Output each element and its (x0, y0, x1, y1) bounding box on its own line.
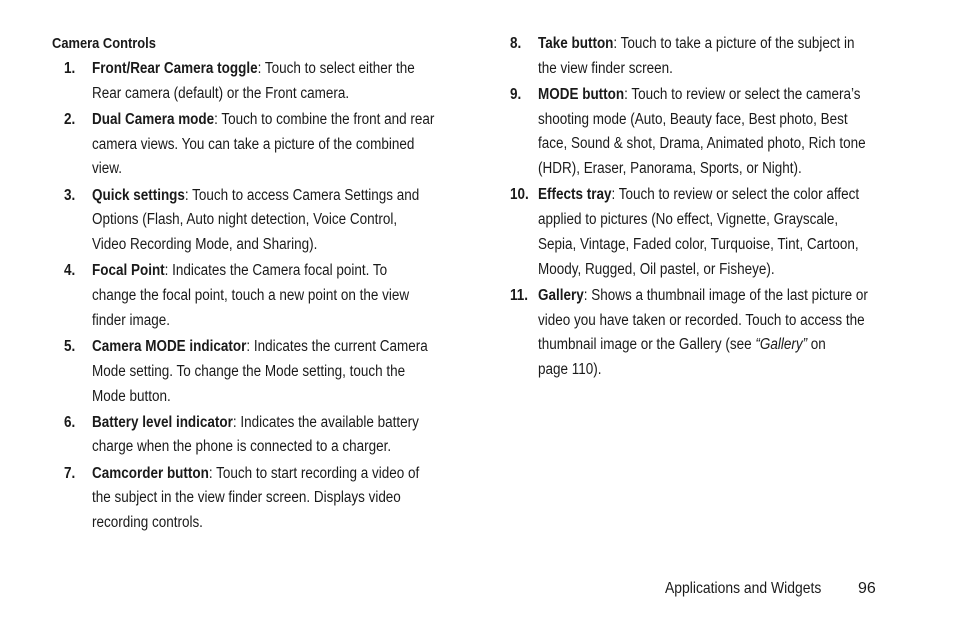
item-term: Effects tray (538, 186, 612, 204)
text-line-inner (92, 435, 391, 460)
item-description: Rear camera (default) or the Front camera. (92, 84, 350, 102)
text-line-inner (92, 360, 405, 385)
item-text (92, 184, 468, 258)
text-line (538, 258, 907, 283)
text-line-inner (538, 333, 826, 358)
text-line (538, 157, 915, 182)
item-description: finder image. (92, 311, 170, 329)
text-line-inner (92, 157, 122, 182)
item-text (538, 83, 915, 182)
item-description: thumbnail image or the Gallery (see (538, 336, 756, 354)
item-description: change the focal point, touch a new point on the view (92, 287, 410, 305)
item-description: Moody, Rugged, Oil pastel, or Fisheye). (538, 260, 775, 278)
item-text (538, 284, 917, 383)
text-line-inner (538, 183, 859, 208)
text-line-inner (538, 258, 775, 283)
item-description: : Shows a thumbnail image of the last picture or (583, 286, 868, 304)
item-description: on (807, 336, 826, 354)
item-text (92, 57, 463, 107)
item-description: : Touch to take a picture of the subject in (613, 35, 855, 52)
text-line (92, 486, 468, 511)
text-line (538, 233, 907, 258)
text-line (92, 108, 485, 133)
text-line-inner (538, 83, 860, 108)
item-description: recording controls. (92, 514, 203, 532)
item-description: video you have taken or recorded. Touch to access the (538, 311, 865, 329)
text-line-inner (92, 82, 349, 107)
text-line (92, 184, 468, 209)
page-footer (665, 580, 876, 598)
item-term: Camera MODE indicator (92, 338, 247, 355)
text-line-inner (92, 462, 419, 487)
item-text (92, 335, 478, 409)
item-term: Camcorder button (92, 464, 209, 482)
item-description: shooting mode (Auto, Beauty face, Best photo, Best (538, 110, 848, 128)
item-term: Quick settings (92, 186, 185, 204)
text-line-inner (92, 184, 419, 209)
item-description: : Touch to review or select the camera’s (624, 85, 861, 103)
item-description: (HDR), Eraser, Panorama, Sports, or Night). (538, 160, 802, 178)
item-description: Options (Flash, Auto night detection, Voice Control, (92, 211, 398, 229)
item-description: : Touch to select either the (257, 60, 415, 77)
text-line-inner (538, 32, 855, 57)
text-line-inner (92, 411, 419, 436)
text-line-inner (92, 259, 387, 284)
item-number: 6. (64, 413, 76, 431)
text-line-inner (538, 233, 859, 258)
text-line (538, 132, 915, 157)
text-line (538, 358, 917, 383)
text-line-inner (92, 511, 203, 536)
text-line-inner (92, 208, 397, 233)
text-line-inner (92, 335, 428, 360)
item-number: 4. (64, 262, 76, 280)
item-text (92, 462, 468, 536)
text-line (92, 435, 468, 460)
text-line (92, 259, 457, 284)
text-line (92, 385, 478, 410)
item-number: 2. (64, 110, 76, 128)
text-line-inner (92, 284, 409, 309)
item-number: 1. (64, 60, 76, 77)
text-line-inner (538, 157, 802, 182)
text-line (538, 309, 917, 334)
item-number: 5. (64, 338, 76, 355)
item-description: : Touch to combine the front and rear (214, 110, 435, 128)
item-description: : Indicates the current Camera (246, 338, 428, 355)
text-line (538, 57, 902, 82)
item-term: Gallery (538, 286, 584, 304)
text-line (538, 284, 917, 309)
item-number: 9. (510, 85, 522, 103)
text-line-inner (92, 233, 317, 258)
text-line (92, 335, 478, 360)
text-line-inner (538, 57, 673, 82)
item-term: MODE button (538, 85, 625, 103)
item-number: 3. (64, 186, 76, 204)
item-description: : Touch to access Camera Settings and (184, 186, 420, 204)
item-number: 10. (510, 186, 529, 204)
item-description: : Indicates the Camera focal point. To (164, 262, 388, 280)
cross-reference: “Gallery” (755, 336, 808, 354)
item-term: Dual Camera mode (92, 110, 215, 128)
item-term: Take button (538, 35, 614, 52)
item-text (92, 108, 485, 182)
item-text (92, 259, 457, 333)
item-description: Video Recording Mode, and Sharing). (92, 236, 318, 254)
text-line (92, 133, 485, 158)
text-line (92, 360, 478, 385)
text-line-inner (538, 132, 866, 157)
text-line (92, 57, 463, 82)
item-description: the subject in the view finder screen. Displays video (92, 489, 401, 507)
text-line (92, 233, 468, 258)
item-description: Sepia, Vintage, Faded color, Turquoise, Tint, Cartoon, (538, 235, 859, 253)
text-line (538, 333, 917, 358)
item-text (92, 411, 468, 461)
text-line-inner (538, 208, 838, 233)
text-line-inner (538, 284, 868, 309)
item-description: applied to pictures (No effect, Vignette, Grayscale, (538, 211, 839, 229)
item-term: Battery level indicator (92, 413, 233, 431)
item-description: Mode setting. To change the Mode setting, touch the (92, 362, 406, 380)
item-text (538, 183, 907, 282)
text-line-inner (92, 57, 415, 82)
text-line-inner (92, 309, 170, 334)
item-description: page 110). (538, 361, 602, 379)
item-description: face, Sound & shot, Drama, Animated photo, Rich tone (538, 135, 866, 153)
item-term: Focal Point (92, 262, 165, 280)
text-line (92, 462, 468, 487)
item-description: view. (92, 160, 122, 178)
section-heading: Camera Controls (52, 35, 156, 52)
item-description: : Touch to review or select the color affect (611, 186, 860, 204)
item-description: the view finder screen. (538, 59, 673, 77)
footer-section-title: Applications and Widgets (665, 580, 822, 597)
text-line (92, 208, 468, 233)
text-line (538, 108, 915, 133)
item-description: Mode button. (92, 387, 171, 405)
item-number: 11. (510, 286, 529, 304)
text-line-inner (92, 133, 414, 158)
item-description: : Touch to start recording a video of (208, 464, 420, 482)
text-line (538, 32, 902, 57)
page-number: 96 (858, 580, 876, 597)
text-line-inner (92, 486, 401, 511)
text-line (92, 411, 468, 436)
text-line-inner (92, 108, 434, 133)
text-line-inner (92, 385, 171, 410)
item-text (538, 32, 902, 82)
text-line (538, 208, 907, 233)
text-line (92, 309, 457, 334)
text-line-inner (538, 309, 865, 334)
text-line (92, 82, 463, 107)
text-line (538, 83, 915, 108)
text-line-inner (538, 358, 601, 383)
item-description: charge when the phone is connected to a charger. (92, 438, 392, 456)
text-line (538, 183, 907, 208)
item-term: Front/Rear Camera toggle (92, 60, 258, 77)
item-description: : Indicates the available battery (232, 413, 419, 431)
text-line (92, 511, 468, 536)
text-line-inner (538, 108, 848, 133)
item-description: camera views. You can take a picture of the combined (92, 135, 415, 153)
text-line (92, 284, 457, 309)
item-number: 7. (64, 464, 76, 482)
item-number: 8. (510, 35, 522, 52)
text-line (92, 157, 485, 182)
